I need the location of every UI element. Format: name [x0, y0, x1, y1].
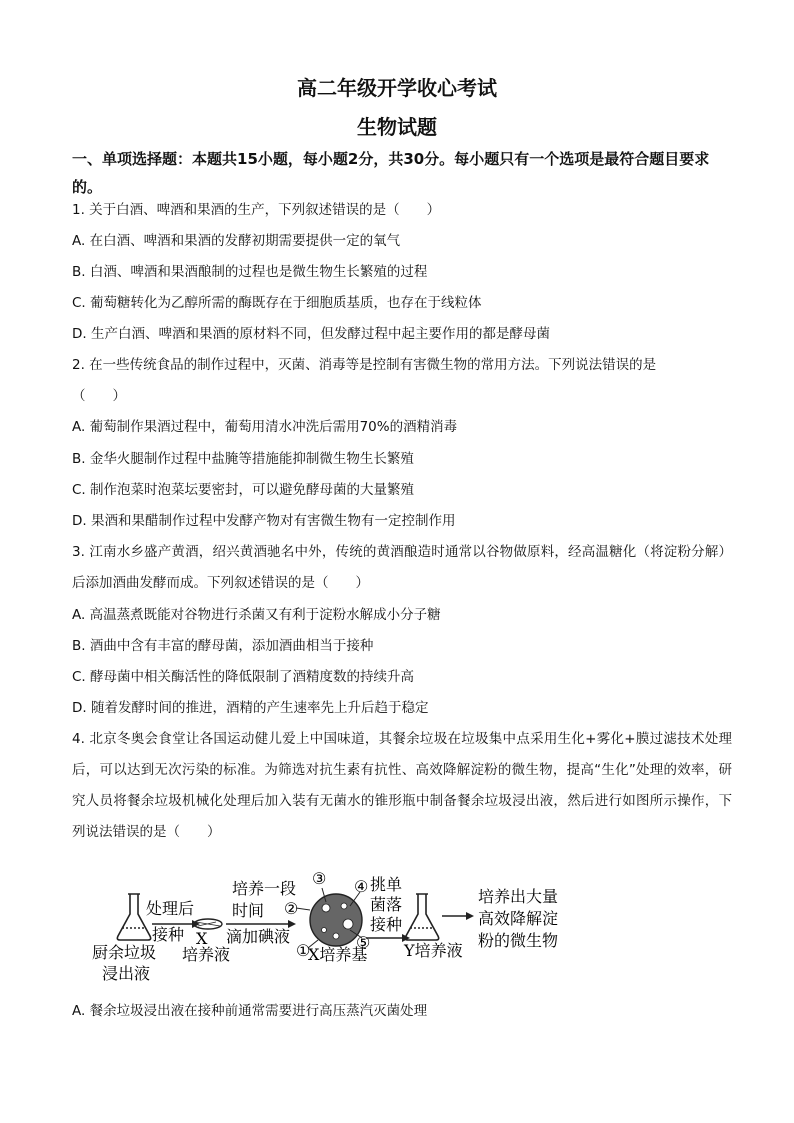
question-3-stem: 3. 江南水乡盛产黄酒，绍兴黄酒驰名中外，传统的黄酒酿造时通常以谷物做原料，经高温糖化（将淀粉分解）后添加酒曲发酵而成。下列叙述错误的是（ ）	[72, 544, 732, 591]
question-2-option-a: A. 葡萄制作果酒过程中，葡萄用清水冲洗后需用70%的酒精消毒	[72, 419, 458, 435]
medium-x-letter: X	[196, 929, 208, 948]
question-3-option-d: D. 随着发酵时间的推进，酒精的产生速率先上升后趋于稳定	[72, 700, 429, 716]
arrow1-label-1: 处理后	[146, 899, 195, 918]
question-3-option-b: B. 酒曲中含有丰富的酵母菌，添加酒曲相当于接种	[72, 638, 374, 654]
flask1-label-2: 浸出液	[102, 964, 151, 982]
question-3-option-c: C. 酵母菌中相关酶活性的降低限制了酒精度数的持续升高	[72, 669, 415, 685]
pick-label-2: 菌落	[370, 895, 403, 914]
flask-2-icon	[405, 894, 438, 940]
section-heading: 一、单项选择题：本题共15小题，每小题2分，共30分。每小题只有一个选项是最符合题目要求的。	[72, 150, 710, 196]
step-label-1: 培养一段	[232, 879, 297, 898]
question-1-stem: 1. 关于白酒、啤酒和果酒的生产，下列叙述错误的是（ ）	[72, 202, 441, 218]
plate-label: X培养基	[308, 945, 368, 964]
result-label-3: 粉的微生物	[478, 931, 559, 950]
circled-5: ⑤	[356, 933, 371, 952]
pick-label-3: 接种	[370, 915, 403, 934]
question-2-option-b: B. 金华火腿制作过程中盐腌等措施能抑制微生物生长繁殖	[72, 451, 414, 467]
circled-2: ②	[284, 899, 299, 918]
arrow-4-head	[466, 912, 474, 920]
question-4-option-a: A. 餐余垃圾浸出液在接种前通常需要进行高压蒸汽灭菌处理	[72, 1003, 428, 1019]
question-1-option-b: B. 白酒、啤酒和果酒酿制的过程也是微生物生长繁殖的过程	[72, 264, 428, 280]
question-4-stem: 4. 北京冬奥会食堂让各国运动健儿爱上中国味道，其餐余垃圾在垃圾集中点采用生化+雾化+膜过滤技术处理后，可以达到无次污染的标准。为筛选对抗生素有抗性、高效降解淀粉的微生物，提高“生化”处理的效率，研究人员将餐余垃圾机械化处理后加入装有无菌水的锥形瓶中制备餐余垃圾浸出液，然后进行如图所示操作，下列说法错误的是（ ）	[72, 731, 732, 840]
circled-4: ④	[354, 877, 369, 896]
step-label-2: 时间	[232, 901, 265, 920]
agar-plate-icon	[310, 894, 362, 946]
question-3-option-a: A. 高温蒸煮既能对谷物进行杀菌又有利于淀粉水解成小分子糖	[72, 607, 441, 623]
circled-3: ③	[312, 869, 327, 888]
pick-label-1: 挑单	[370, 875, 403, 894]
question-2-option-c: C. 制作泡菜时泡菜坛要密封，可以避免酵母菌的大量繁殖	[72, 482, 415, 498]
question-2-option-d: D. 果酒和果醋制作过程中发酵产物对有害微生物有一定控制作用	[72, 513, 456, 529]
result-label-2: 高效降解淀	[478, 909, 559, 928]
question-1-option-a: A. 在白酒、啤酒和果酒的发酵初期需要提供一定的氧气	[72, 233, 401, 249]
step-label-3: 滴加碘液	[226, 927, 291, 946]
arrow1-label-2: 接种	[152, 925, 185, 944]
experiment-diagram	[80, 862, 600, 982]
flask2-label: Y培养液	[404, 941, 463, 960]
question-2-stem-line2: （ ）	[72, 388, 126, 404]
flask1-label-1: 厨余垃圾	[92, 943, 157, 962]
result-label-1: 培养出大量	[478, 887, 559, 906]
question-1-option-d: D. 生产白酒、啤酒和果酒的原材料不同，但发酵过程中起主要作用的都是酵母菌	[72, 326, 550, 342]
exam-subtitle: 生物试题	[357, 115, 437, 139]
question-1-option-c: C. 葡萄糖转化为乙醇所需的酶既存在于细胞质基质，也存在于线粒体	[72, 295, 482, 311]
exam-title: 高二年级开学收心考试	[297, 76, 497, 100]
circled-1: ①	[296, 941, 311, 960]
medium-x-label: 培养液	[182, 945, 231, 964]
question-2-stem-line1: 2. 在一些传统食品的制作过程中，灭菌、消毒等是控制有害微生物的常用方法。下列说法错误的是	[72, 357, 657, 373]
